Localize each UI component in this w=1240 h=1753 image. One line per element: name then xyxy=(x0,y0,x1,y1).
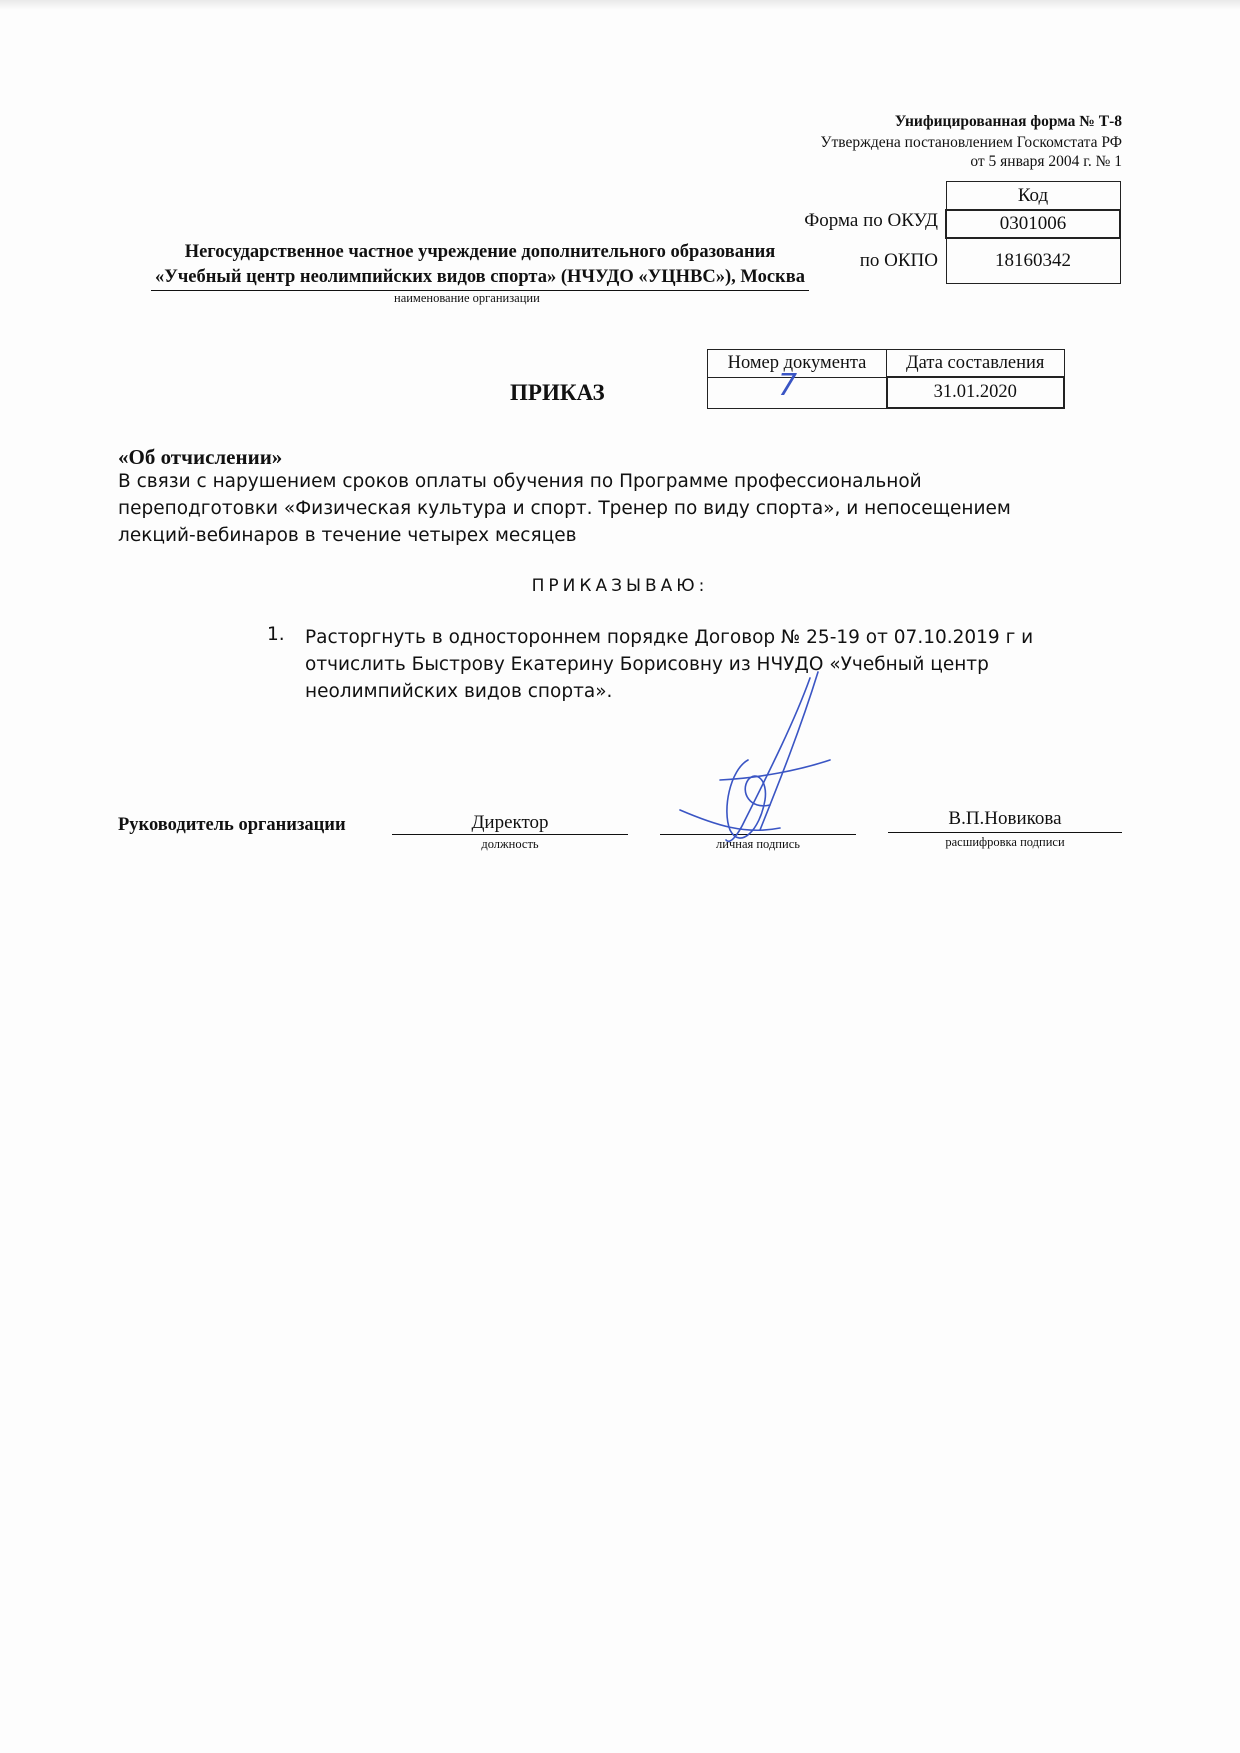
position-value: Директор xyxy=(471,812,549,833)
organization-name xyxy=(118,240,842,291)
order-preamble: В связи с нарушением сроков оплаты обучения по Программе профессиональной переподготовки «Физическая культура и спорт. Тренер по виду спорта», и непосещением лекций-вебинаров в течение четырех месяцев xyxy=(118,471,1011,546)
signature-caption: личная подпись xyxy=(716,837,800,851)
item-number: 1. xyxy=(267,624,285,645)
doc-number-header: Номер документа xyxy=(708,350,887,378)
name-value: В.П.Новикова xyxy=(948,808,1062,829)
scan-edge xyxy=(0,0,1240,10)
organization-line-1: Негосударственное частное учреждение дополнительного образования xyxy=(184,242,776,262)
okpo-label: по ОКПО xyxy=(859,250,938,271)
okud-label: Форма по ОКУД xyxy=(804,210,938,231)
doc-date-value: 31.01.2020 xyxy=(887,377,1065,408)
doc-number-cell xyxy=(708,367,887,408)
form-number: Унифицированная форма № Т-8 xyxy=(894,113,1122,130)
organization-line-2: «Учебный центр неолимпийских видов спорта» (НЧУДО «УЦНВС»), Москва xyxy=(151,265,809,291)
okpo-value: 18160342 xyxy=(946,238,1120,284)
handwritten-signature xyxy=(660,660,880,860)
position-caption: должность xyxy=(481,837,539,851)
codes-table xyxy=(945,181,1121,284)
okud-value: 0301006 xyxy=(946,210,1120,238)
codes-header: Код xyxy=(946,182,1120,211)
name-caption: расшифровка подписи xyxy=(945,835,1065,849)
organization-caption: наименование организации xyxy=(394,291,540,305)
form-approval-date: от 5 января 2004 г. № 1 xyxy=(970,153,1122,170)
doc-number-value: 7 xyxy=(778,367,798,403)
form-approval: Утверждена постановлением Госкомстата РФ xyxy=(820,134,1122,151)
document-number-table xyxy=(707,349,1065,409)
doc-date-header: Дата составления xyxy=(887,350,1065,378)
order-subject: «Об отчислении» xyxy=(118,445,283,469)
document-title: ПРИКАЗ xyxy=(510,380,605,405)
head-label: Руководитель организации xyxy=(118,815,346,835)
order-item: Расторгнуть в одностороннем порядке Договор № 25-19 от 07.10.2019 г и отчислить Быстрову Екатерину Борисовну из НЧУДО «Учебный центр неолимпийских видов спорта». xyxy=(305,627,1034,702)
order-word: ПРИКАЗЫВАЮ: xyxy=(531,576,709,596)
